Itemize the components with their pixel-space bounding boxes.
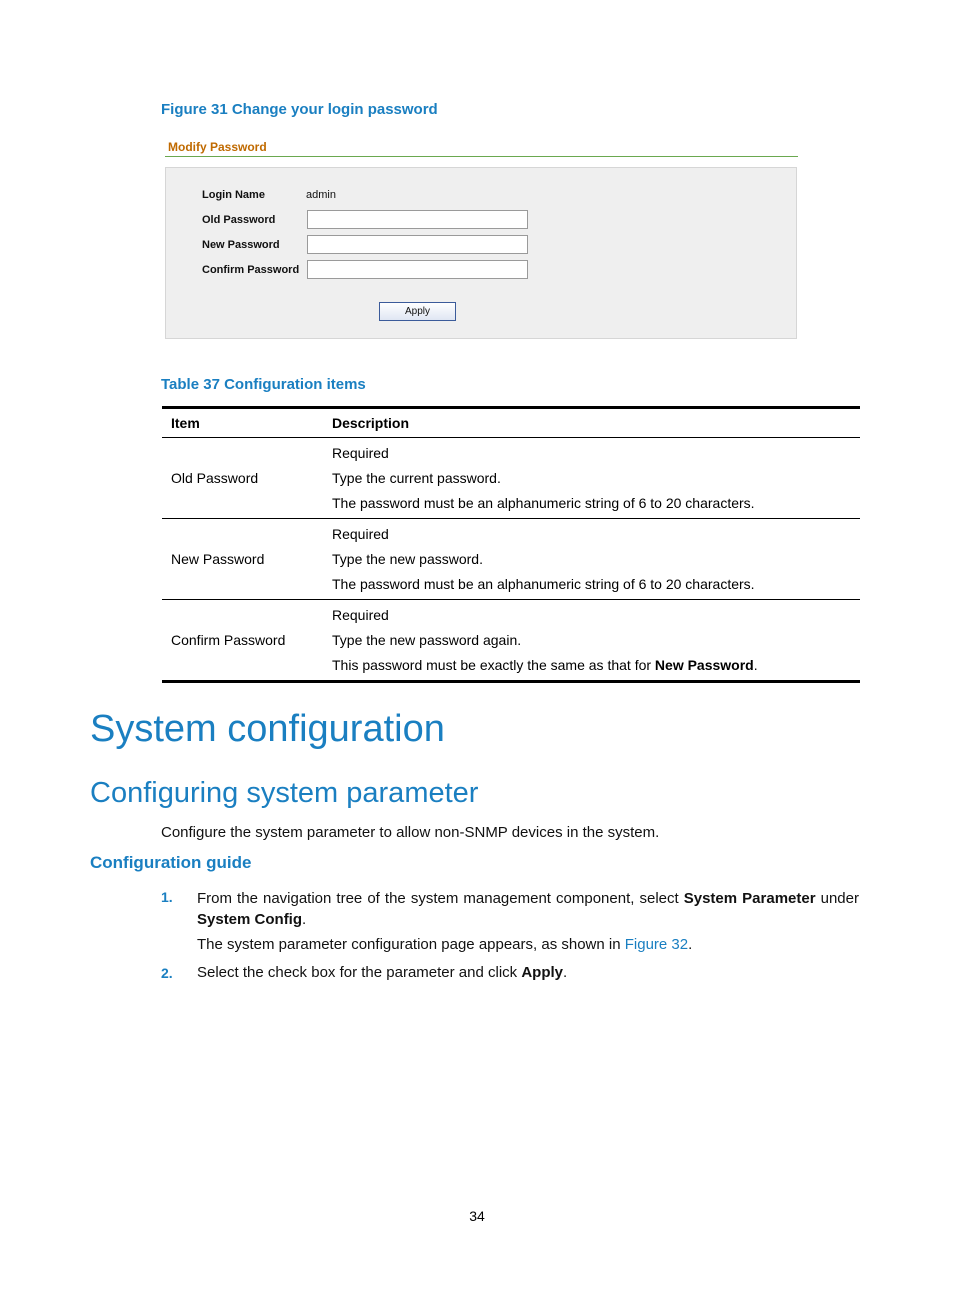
step-text-part: From the navigation tree of the system management component, select (197, 890, 684, 907)
step-text (197, 888, 859, 930)
row-item: New Password (162, 519, 323, 600)
description-line: Required (332, 444, 389, 461)
table-header-row (162, 408, 860, 438)
step-text-part: under (815, 890, 859, 907)
step-text-part: Select the check box for the parameter and click (197, 964, 522, 981)
description-line: The password must be an alphanumeric string of 6 to 20 characters. (332, 494, 755, 511)
description-line: The password must be an alphanumeric string of 6 to 20 characters. (332, 575, 755, 592)
description-bold: New Password (654, 656, 754, 673)
table-row (162, 600, 860, 682)
description-line: Type the current password. (332, 469, 501, 486)
apply-button[interactable]: Apply (379, 302, 456, 321)
description-line: Required (332, 606, 389, 623)
intro-paragraph: Configure the system parameter to allow non-SNMP devices in the system. (161, 824, 660, 841)
configuration-table (162, 406, 860, 683)
row-item: Confirm Password (162, 600, 323, 682)
description-text: . (753, 656, 758, 673)
note-text: . (688, 936, 693, 953)
guide-heading: Configuration guide (90, 853, 252, 872)
step-bold: Apply (521, 964, 564, 981)
step-line (197, 888, 859, 909)
login-name-label: Login Name (202, 189, 265, 201)
section-title: System configuration (90, 708, 445, 750)
step-bold: System Config (197, 911, 303, 928)
confirm-password-input[interactable] (307, 260, 528, 279)
table-row (162, 438, 860, 519)
description-line: Type the new password. (332, 550, 483, 567)
step-text (197, 964, 567, 981)
row-description (323, 519, 860, 600)
new-password-input[interactable] (307, 235, 528, 254)
table-row (162, 519, 860, 600)
step-number: 1. (161, 889, 173, 905)
step-bold: System Parameter (683, 890, 816, 907)
description-line (332, 653, 860, 678)
step-number: 2. (161, 965, 173, 981)
old-password-input[interactable] (307, 210, 528, 229)
panel-divider (165, 156, 798, 157)
table-caption: Table 37 Configuration items (161, 376, 366, 393)
row-description (323, 438, 860, 519)
description-line: Type the new password again. (332, 631, 522, 648)
step-text-part: . (563, 964, 568, 981)
note-text: The system parameter configuration page appears, as shown in (197, 936, 625, 953)
old-password-label: Old Password (202, 214, 276, 226)
row-description (323, 600, 860, 682)
subsection-title: Configuring system parameter (90, 777, 479, 809)
description-text: This password must be exactly the same as that for (332, 656, 655, 673)
figure-caption: Figure 31 Change your login password (161, 101, 438, 118)
step-line (197, 909, 859, 930)
header-description: Description (323, 408, 860, 438)
header-item: Item (162, 408, 323, 438)
step-text-part: . (302, 911, 307, 928)
page-number: 34 (469, 1208, 485, 1224)
row-item: Old Password (162, 438, 323, 519)
step-note (197, 936, 692, 953)
confirm-password-label: Confirm Password (202, 264, 300, 276)
panel-title: Modify Password (168, 140, 267, 154)
figure-32-link[interactable]: Figure 32 (624, 936, 689, 953)
new-password-label: New Password (202, 239, 280, 251)
login-name-value: admin (306, 189, 336, 201)
description-line: Required (332, 525, 389, 542)
